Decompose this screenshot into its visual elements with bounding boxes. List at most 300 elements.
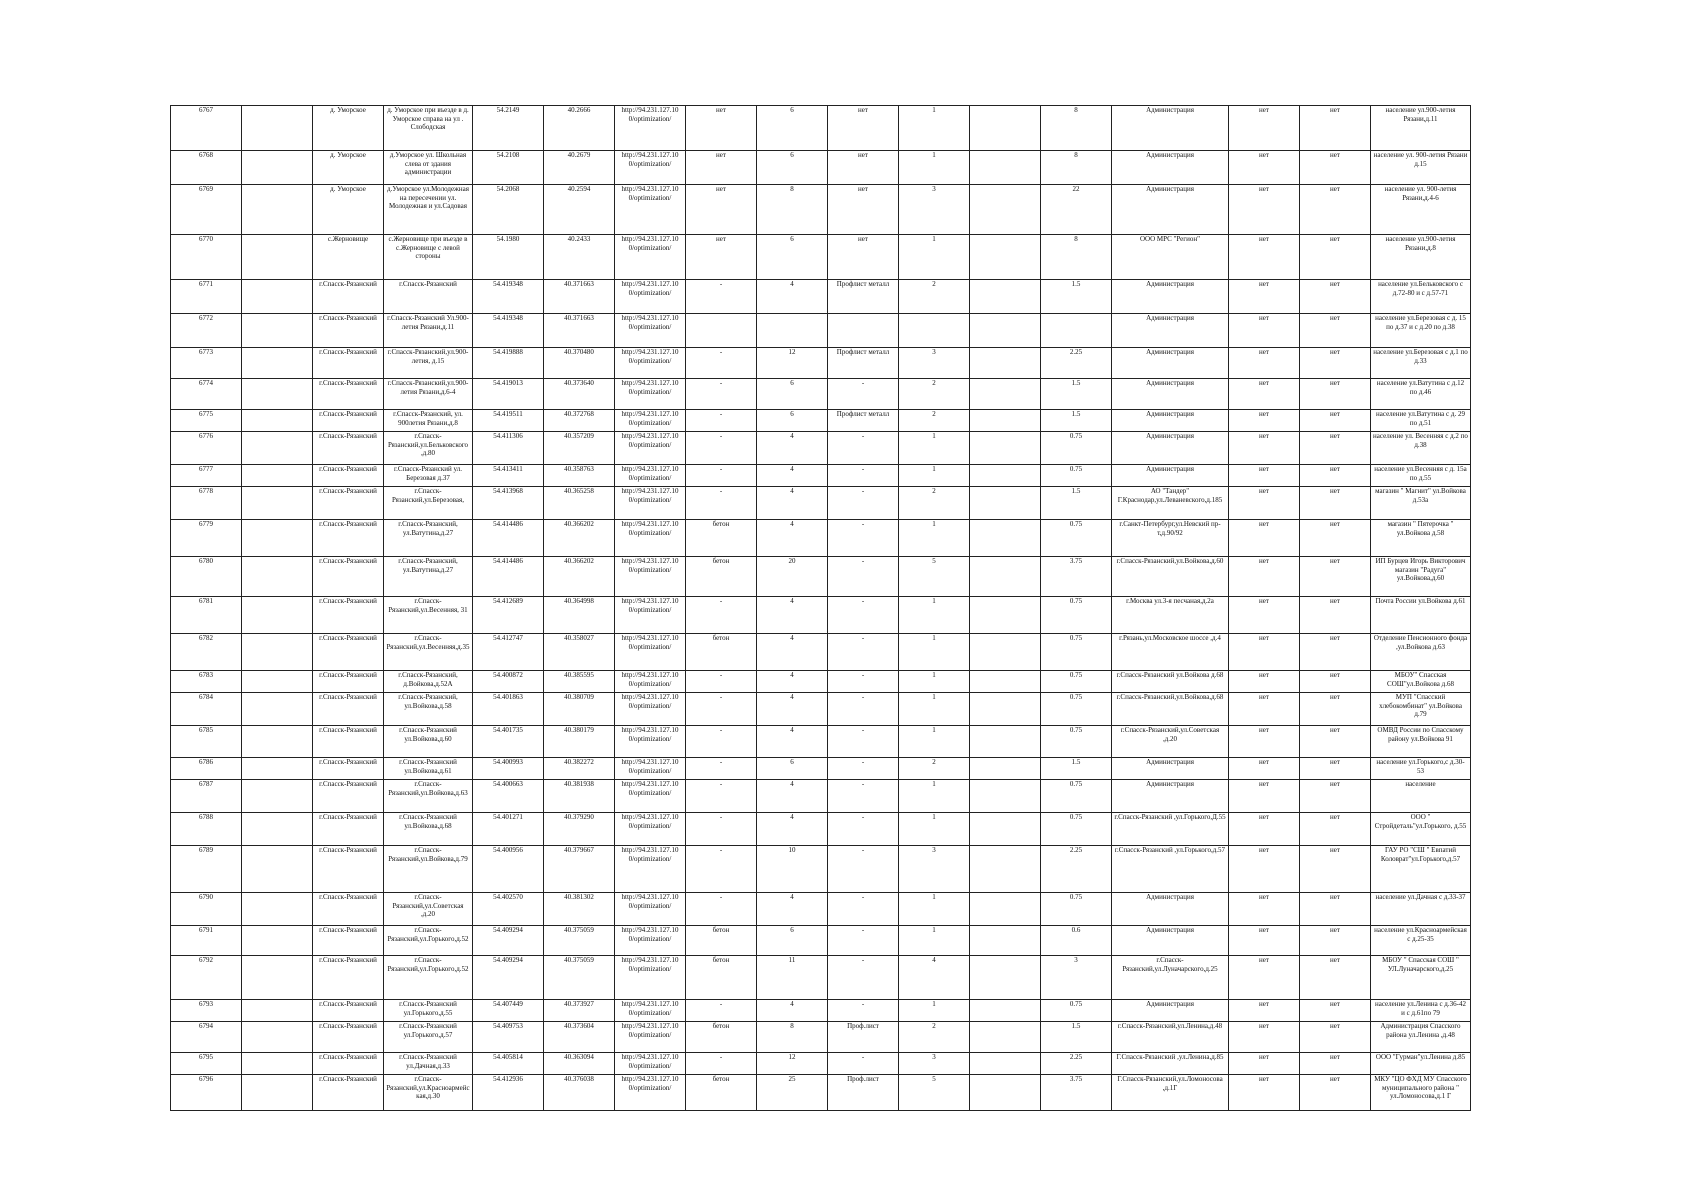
cell-locality: г.Спасск-Рязанский [313, 487, 384, 520]
cell-col-15: нет [1229, 726, 1300, 758]
cell-row-number: 6785 [171, 726, 242, 758]
cell-latitude: 54.1980 [473, 235, 544, 280]
cell-longitude: 40.2594 [544, 185, 615, 235]
cell-map-link[interactable]: http://94.231.127.10 0/optimization/ [615, 557, 686, 597]
cell-served-objects: МБОУ " Спасская СОШ " УЛ.Луначарского,д.25 [1371, 956, 1471, 1000]
cell-volume: 3.75 [1041, 557, 1112, 597]
cell-col-15: нет [1229, 758, 1300, 780]
cell-owner: г.Спасск-Рязанский,ул.Войкова,д.60 [1112, 557, 1229, 597]
cell-owner: Г.Спасск-Рязанский,ул.Ломоносова ,д.1Г [1112, 1075, 1229, 1111]
cell-empty-col [242, 348, 313, 379]
cell-containers: 1 [899, 465, 970, 487]
cell-map-link[interactable]: http://94.231.127.10 0/optimization/ [615, 348, 686, 379]
cell-col-16: нет [1300, 893, 1371, 926]
cell-latitude: 54.407449 [473, 1000, 544, 1022]
cell-volume: 0.75 [1041, 1000, 1112, 1022]
cell-served-objects: население ул.Весенняя с д. 15а по д.55 [1371, 465, 1471, 487]
cell-volume: 0.75 [1041, 893, 1112, 926]
cell-area: 4 [757, 280, 828, 314]
cell-col-15: нет [1229, 1075, 1300, 1111]
cell-address: д.Уморское ул.Молодежная на пересечении ул. Молодежная и ул.Садовая [384, 185, 473, 235]
cell-volume: 8 [1041, 235, 1112, 280]
cell-longitude: 40.373640 [544, 379, 615, 410]
cell-latitude: 54.400993 [473, 758, 544, 780]
cell-longitude: 40.364998 [544, 597, 615, 634]
cell-latitude: 54.413968 [473, 487, 544, 520]
cell-fence: - [828, 597, 899, 634]
cell-col-15: нет [1229, 1022, 1300, 1053]
cell-served-objects: население ул.Горького,с д.30-53 [1371, 758, 1471, 780]
cell-latitude: 54.419888 [473, 348, 544, 379]
cell-volume: 2.25 [1041, 846, 1112, 893]
cell-longitude: 40.366202 [544, 520, 615, 557]
cell-map-link[interactable]: http://94.231.127.10 0/optimization/ [615, 671, 686, 693]
cell-locality: д. Уморское [313, 151, 384, 185]
cell-locality: г.Спасск-Рязанский [313, 1075, 384, 1111]
cell-map-link[interactable]: http://94.231.127.10 0/optimization/ [615, 758, 686, 780]
cell-empty-col-2 [970, 410, 1041, 432]
table-row [171, 893, 1471, 926]
cell-surface: бетон [686, 926, 757, 956]
cell-col-15: нет [1229, 465, 1300, 487]
cell-map-link[interactable]: http://94.231.127.10 0/optimization/ [615, 487, 686, 520]
cell-owner: Администрация [1112, 379, 1229, 410]
cell-map-link[interactable]: http://94.231.127.10 0/optimization/ [615, 432, 686, 465]
cell-volume: 0.6 [1041, 926, 1112, 956]
cell-empty-col-2 [970, 280, 1041, 314]
cell-row-number: 6781 [171, 597, 242, 634]
cell-latitude: 54.400956 [473, 846, 544, 893]
cell-map-link[interactable]: http://94.231.127.10 0/optimization/ [615, 726, 686, 758]
cell-empty-col [242, 106, 313, 151]
cell-volume: 2.25 [1041, 1053, 1112, 1075]
cell-locality: г.Спасск-Рязанский [313, 693, 384, 726]
cell-empty-col [242, 280, 313, 314]
cell-empty-col-2 [970, 597, 1041, 634]
cell-fence: Профлист металл [828, 410, 899, 432]
cell-row-number: 6786 [171, 758, 242, 780]
cell-col-15: нет [1229, 432, 1300, 465]
cell-fence: - [828, 846, 899, 893]
cell-surface: - [686, 379, 757, 410]
cell-row-number: 6792 [171, 956, 242, 1000]
cell-area: 4 [757, 1000, 828, 1022]
cell-col-15: нет [1229, 846, 1300, 893]
cell-locality: д. Уморское [313, 106, 384, 151]
cell-surface: - [686, 432, 757, 465]
cell-longitude: 40.371663 [544, 280, 615, 314]
cell-row-number: 6791 [171, 926, 242, 956]
cell-row-number: 6769 [171, 185, 242, 235]
cell-empty-col-2 [970, 432, 1041, 465]
cell-containers: 5 [899, 1075, 970, 1111]
cell-row-number: 6772 [171, 314, 242, 348]
cell-empty-col-2 [970, 926, 1041, 956]
cell-col-15: нет [1229, 410, 1300, 432]
cell-row-number: 6776 [171, 432, 242, 465]
cell-longitude: 40.381302 [544, 893, 615, 926]
cell-col-15: нет [1229, 151, 1300, 185]
cell-empty-col-2 [970, 634, 1041, 671]
cell-longitude: 40.373604 [544, 1022, 615, 1053]
cell-locality: г.Спасск-Рязанский [313, 379, 384, 410]
cell-locality: г.Спасск-Рязанский [313, 465, 384, 487]
cell-col-15: нет [1229, 634, 1300, 671]
cell-surface: - [686, 671, 757, 693]
cell-surface: бетон [686, 1075, 757, 1111]
cell-empty-col [242, 634, 313, 671]
cell-volume: 0.75 [1041, 693, 1112, 726]
cell-locality: г.Спасск-Рязанский [313, 280, 384, 314]
cell-locality: г.Спасск-Рязанский [313, 348, 384, 379]
cell-map-link[interactable]: http://94.231.127.10 0/optimization/ [615, 597, 686, 634]
cell-locality: г.Спасск-Рязанский [313, 846, 384, 893]
cell-served-objects: население ул.900-летия Рязани,д.8 [1371, 235, 1471, 280]
cell-owner: Администрация [1112, 348, 1229, 379]
cell-address: г.Спасск-Рязанский, ул.Ватутина,д.27 [384, 557, 473, 597]
cell-owner: Администрация [1112, 926, 1229, 956]
cell-row-number: 6768 [171, 151, 242, 185]
cell-longitude: 40.372768 [544, 410, 615, 432]
cell-empty-col-2 [970, 235, 1041, 280]
cell-address: г.Спасск-Рязанский,ул.Весенняя, 31 [384, 597, 473, 634]
cell-served-objects: МУП "Спасский хлебокомбинат" ул.Войкова д.79 [1371, 693, 1471, 726]
cell-surface: - [686, 597, 757, 634]
cell-address: г.Спасск-Рязанский,ул.Войкова,д.79 [384, 846, 473, 893]
cell-fence: нет [828, 151, 899, 185]
cell-map-link[interactable]: http://94.231.127.10 0/optimization/ [615, 1053, 686, 1075]
cell-volume: 0.75 [1041, 780, 1112, 813]
cell-map-link[interactable]: http://94.231.127.10 0/optimization/ [615, 693, 686, 726]
cell-locality: г.Спасск-Рязанский [313, 520, 384, 557]
cell-longitude: 40.376038 [544, 1075, 615, 1111]
table-row [171, 758, 1471, 780]
cell-owner: г.Спасск-Рязанский ул.Войкова д.68 [1112, 671, 1229, 693]
cell-owner: Администрация [1112, 185, 1229, 235]
cell-fence: - [828, 379, 899, 410]
cell-volume: 0.75 [1041, 520, 1112, 557]
cell-longitude: 40.371663 [544, 314, 615, 348]
cell-containers: 1 [899, 813, 970, 846]
table-row [171, 693, 1471, 726]
cell-surface: нет [686, 185, 757, 235]
cell-row-number: 6771 [171, 280, 242, 314]
cell-row-number: 6773 [171, 348, 242, 379]
cell-volume: 1.5 [1041, 379, 1112, 410]
cell-owner: г.Спасск-Рязанский ,ул.Горького,Д.55 [1112, 813, 1229, 846]
cell-map-link[interactable]: http://94.231.127.10 0/optimization/ [615, 465, 686, 487]
cell-owner: г.Спасск-Рязанский,ул.Войкова,д.68 [1112, 693, 1229, 726]
table-row [171, 106, 1471, 151]
cell-col-15: нет [1229, 185, 1300, 235]
cell-longitude: 40.379667 [544, 846, 615, 893]
cell-col-16: нет [1300, 758, 1371, 780]
cell-served-objects: ООО "Гурман"ул.Ленина д.85 [1371, 1053, 1471, 1075]
cell-owner: Администрация [1112, 893, 1229, 926]
cell-empty-col-2 [970, 379, 1041, 410]
cell-longitude: 40.357209 [544, 432, 615, 465]
cell-address: г.Спасск-Рязанский, ул.Войкова,д.58 [384, 693, 473, 726]
cell-area: 8 [757, 185, 828, 235]
cell-latitude: 54.401735 [473, 726, 544, 758]
cell-locality: г.Спасск-Рязанский [313, 1000, 384, 1022]
cell-area [757, 314, 828, 348]
table-row [171, 314, 1471, 348]
cell-map-link[interactable]: http://94.231.127.10 0/optimization/ [615, 106, 686, 151]
cell-served-objects: население ул. 900-летия Рязани д.15 [1371, 151, 1471, 185]
cell-empty-col-2 [970, 106, 1041, 151]
cell-owner: Администрация [1112, 410, 1229, 432]
cell-map-link[interactable]: http://94.231.127.10 0/optimization/ [615, 926, 686, 956]
cell-containers: 1 [899, 926, 970, 956]
cell-containers: 1 [899, 597, 970, 634]
cell-area: 6 [757, 758, 828, 780]
cell-col-16: нет [1300, 1053, 1371, 1075]
cell-locality: д. Уморское [313, 185, 384, 235]
cell-volume: 1.5 [1041, 410, 1112, 432]
cell-served-objects: Администрация Спасского района ул.Ленина ,д.48 [1371, 1022, 1471, 1053]
cell-address: г.Спасск-Рязанский,ул.Советская ,д.20 [384, 893, 473, 926]
cell-surface: - [686, 726, 757, 758]
cell-empty-col-2 [970, 1000, 1041, 1022]
cell-row-number: 6794 [171, 1022, 242, 1053]
cell-map-link[interactable]: http://94.231.127.10 0/optimization/ [615, 634, 686, 671]
cell-containers: 1 [899, 893, 970, 926]
cell-area: 6 [757, 926, 828, 956]
cell-fence: - [828, 956, 899, 1000]
cell-served-objects: население ул. 900-летия Рязани,д.4-6 [1371, 185, 1471, 235]
cell-col-15: нет [1229, 314, 1300, 348]
table-row [171, 1000, 1471, 1022]
cell-empty-col [242, 557, 313, 597]
cell-col-15: нет [1229, 813, 1300, 846]
cell-surface: - [686, 465, 757, 487]
cell-locality: г.Спасск-Рязанский [313, 813, 384, 846]
cell-surface: - [686, 410, 757, 432]
cell-empty-col [242, 185, 313, 235]
cell-containers: 1 [899, 106, 970, 151]
cell-address: д. Уморское при въезде в д. Уморское справа на ул . Слободская [384, 106, 473, 151]
cell-fence: - [828, 813, 899, 846]
cell-col-16: нет [1300, 597, 1371, 634]
cell-empty-col-2 [970, 893, 1041, 926]
cell-fence [828, 314, 899, 348]
cell-latitude: 54.2108 [473, 151, 544, 185]
cell-owner: г.Санкт-Петербург,ул.Невский пр-т,д.90/92 [1112, 520, 1229, 557]
cell-empty-col-2 [970, 671, 1041, 693]
cell-surface: - [686, 758, 757, 780]
cell-map-link[interactable]: http://94.231.127.10 0/optimization/ [615, 1075, 686, 1111]
cell-volume: 1.5 [1041, 280, 1112, 314]
cell-served-objects: население ул.Дачная с д.33-37 [1371, 893, 1471, 926]
cell-locality: г.Спасск-Рязанский [313, 410, 384, 432]
cell-area: 4 [757, 520, 828, 557]
cell-map-link[interactable]: http://94.231.127.10 0/optimization/ [615, 780, 686, 813]
cell-locality: г.Спасск-Рязанский [313, 634, 384, 671]
cell-empty-col-2 [970, 846, 1041, 893]
cell-containers: 1 [899, 693, 970, 726]
cell-area: 4 [757, 693, 828, 726]
cell-map-link[interactable]: http://94.231.127.10 0/optimization/ [615, 813, 686, 846]
cell-area: 4 [757, 780, 828, 813]
cell-empty-col-2 [970, 758, 1041, 780]
cell-col-16: нет [1300, 151, 1371, 185]
cell-address: г.Спасск-Рязанский,ул.Красноармейская,д.30 [384, 1075, 473, 1111]
cell-col-16: нет [1300, 432, 1371, 465]
cell-served-objects: население [1371, 780, 1471, 813]
cell-empty-col-2 [970, 557, 1041, 597]
cell-empty-col [242, 693, 313, 726]
cell-fence: - [828, 634, 899, 671]
cell-surface: - [686, 813, 757, 846]
cell-row-number: 6793 [171, 1000, 242, 1022]
cell-map-link[interactable]: http://94.231.127.10 0/optimization/ [615, 893, 686, 926]
table-row [171, 151, 1471, 185]
cell-latitude: 54.409294 [473, 956, 544, 1000]
cell-col-16: нет [1300, 487, 1371, 520]
cell-area: 25 [757, 1075, 828, 1111]
cell-address: г.Спасск-Рязанский,ул.Горького,д.52 [384, 926, 473, 956]
cell-area: 4 [757, 813, 828, 846]
cell-latitude: 54.419511 [473, 410, 544, 432]
cell-longitude: 40.363094 [544, 1053, 615, 1075]
cell-containers: 1 [899, 520, 970, 557]
cell-surface: нет [686, 151, 757, 185]
cell-owner: г.Спасск-Рязанский,ул.Советская ,д.20 [1112, 726, 1229, 758]
cell-latitude: 54.409294 [473, 926, 544, 956]
cell-latitude: 54.400663 [473, 780, 544, 813]
cell-map-link[interactable]: http://94.231.127.10 0/optimization/ [615, 1022, 686, 1053]
cell-area: 4 [757, 671, 828, 693]
cell-empty-col [242, 726, 313, 758]
table-row [171, 846, 1471, 893]
cell-map-link[interactable]: http://94.231.127.10 0/optimization/ [615, 520, 686, 557]
cell-owner: г.Спасск-Рязанский ,ул.Горького,д.57 [1112, 846, 1229, 893]
cell-served-objects: Почта России ул.Войкова д.61 [1371, 597, 1471, 634]
cell-containers: 3 [899, 185, 970, 235]
cell-row-number: 6774 [171, 379, 242, 410]
cell-address: г.Спасск-Рязанский ул.Горького,д.57 [384, 1022, 473, 1053]
cell-address: с.Жерновище при въезде в с.Жерновище с левой стороны [384, 235, 473, 280]
cell-col-16: нет [1300, 846, 1371, 893]
cell-served-objects: население ул.Бельковского с д.72-80 и с д.57-71 [1371, 280, 1471, 314]
cell-longitude: 40.385595 [544, 671, 615, 693]
cell-address: г.Спасск-Рязанский,ул.Горького,д.52 [384, 956, 473, 1000]
cell-empty-col-2 [970, 780, 1041, 813]
cell-map-link[interactable]: http://94.231.127.10 0/optimization/ [615, 314, 686, 348]
cell-fence: - [828, 465, 899, 487]
cell-locality: г.Спасск-Рязанский [313, 956, 384, 1000]
cell-fence: нет [828, 106, 899, 151]
cell-volume: 0.75 [1041, 726, 1112, 758]
cell-col-16: нет [1300, 106, 1371, 151]
cell-longitude: 40.2433 [544, 235, 615, 280]
cell-containers: 1 [899, 432, 970, 465]
cell-empty-col [242, 465, 313, 487]
data-table [170, 105, 1471, 1111]
table-row [171, 348, 1471, 379]
table-row [171, 557, 1471, 597]
cell-containers: 1 [899, 235, 970, 280]
cell-locality: г.Спасск-Рязанский [313, 780, 384, 813]
cell-empty-col [242, 432, 313, 465]
cell-fence: - [828, 432, 899, 465]
cell-containers: 1 [899, 726, 970, 758]
cell-area: 6 [757, 106, 828, 151]
table-row [171, 465, 1471, 487]
cell-col-16: нет [1300, 410, 1371, 432]
cell-col-15: нет [1229, 926, 1300, 956]
cell-col-16: нет [1300, 235, 1371, 280]
cell-longitude: 40.366202 [544, 557, 615, 597]
cell-map-link[interactable]: http://94.231.127.10 0/optimization/ [615, 379, 686, 410]
cell-address: д.Уморское ул. Школьная слева от здания администрации [384, 151, 473, 185]
cell-col-16: нет [1300, 634, 1371, 671]
cell-owner: Администрация [1112, 151, 1229, 185]
cell-row-number: 6780 [171, 557, 242, 597]
cell-row-number: 6787 [171, 780, 242, 813]
cell-empty-col [242, 813, 313, 846]
cell-fence: Проф.лист [828, 1022, 899, 1053]
cell-row-number: 6775 [171, 410, 242, 432]
cell-col-16: нет [1300, 465, 1371, 487]
cell-fence: нет [828, 185, 899, 235]
cell-served-objects: МКУ "ЦО ФХД МУ Спасского муниципального района " ул.Ломоносова,д.1 Г [1371, 1075, 1471, 1111]
cell-col-15: нет [1229, 1053, 1300, 1075]
cell-map-link[interactable]: http://94.231.127.10 0/optimization/ [615, 185, 686, 235]
cell-served-objects: население ул.Березовая с д. 15 по д.37 и с д.20 по д.38 [1371, 314, 1471, 348]
cell-empty-col-2 [970, 693, 1041, 726]
cell-containers: 3 [899, 846, 970, 893]
cell-map-link[interactable]: http://94.231.127.10 0/optimization/ [615, 410, 686, 432]
cell-containers [899, 314, 970, 348]
cell-col-16: нет [1300, 280, 1371, 314]
cell-area: 12 [757, 348, 828, 379]
cell-empty-col [242, 151, 313, 185]
cell-volume: 3 [1041, 956, 1112, 1000]
cell-col-16: нет [1300, 520, 1371, 557]
cell-col-15: нет [1229, 235, 1300, 280]
cell-latitude: 54.2068 [473, 185, 544, 235]
table-row [171, 926, 1471, 956]
cell-surface: - [686, 893, 757, 926]
cell-address: г.Спасск-Рязанский ул.Войкова,д.61 [384, 758, 473, 780]
cell-longitude: 40.358027 [544, 634, 615, 671]
cell-map-link[interactable]: http://94.231.127.10 0/optimization/ [615, 1000, 686, 1022]
cell-area: 20 [757, 557, 828, 597]
cell-map-link[interactable]: http://94.231.127.10 0/optimization/ [615, 956, 686, 1000]
cell-empty-col-2 [970, 520, 1041, 557]
cell-col-15: нет [1229, 693, 1300, 726]
cell-latitude: 54.412689 [473, 597, 544, 634]
cell-row-number: 6783 [171, 671, 242, 693]
cell-containers: 2 [899, 410, 970, 432]
cell-longitude: 40.380709 [544, 693, 615, 726]
cell-col-16: нет [1300, 1075, 1371, 1111]
cell-locality: г.Спасск-Рязанский [313, 758, 384, 780]
cell-map-link[interactable]: http://94.231.127.10 0/optimization/ [615, 235, 686, 280]
cell-empty-col-2 [970, 151, 1041, 185]
cell-map-link[interactable]: http://94.231.127.10 0/optimization/ [615, 280, 686, 314]
cell-longitude: 40.379290 [544, 813, 615, 846]
cell-map-link[interactable]: http://94.231.127.10 0/optimization/ [615, 151, 686, 185]
cell-volume: 0.75 [1041, 634, 1112, 671]
cell-col-15: нет [1229, 557, 1300, 597]
cell-fence: - [828, 557, 899, 597]
table-row [171, 1075, 1471, 1111]
cell-empty-col [242, 379, 313, 410]
cell-map-link[interactable]: http://94.231.127.10 0/optimization/ [615, 846, 686, 893]
